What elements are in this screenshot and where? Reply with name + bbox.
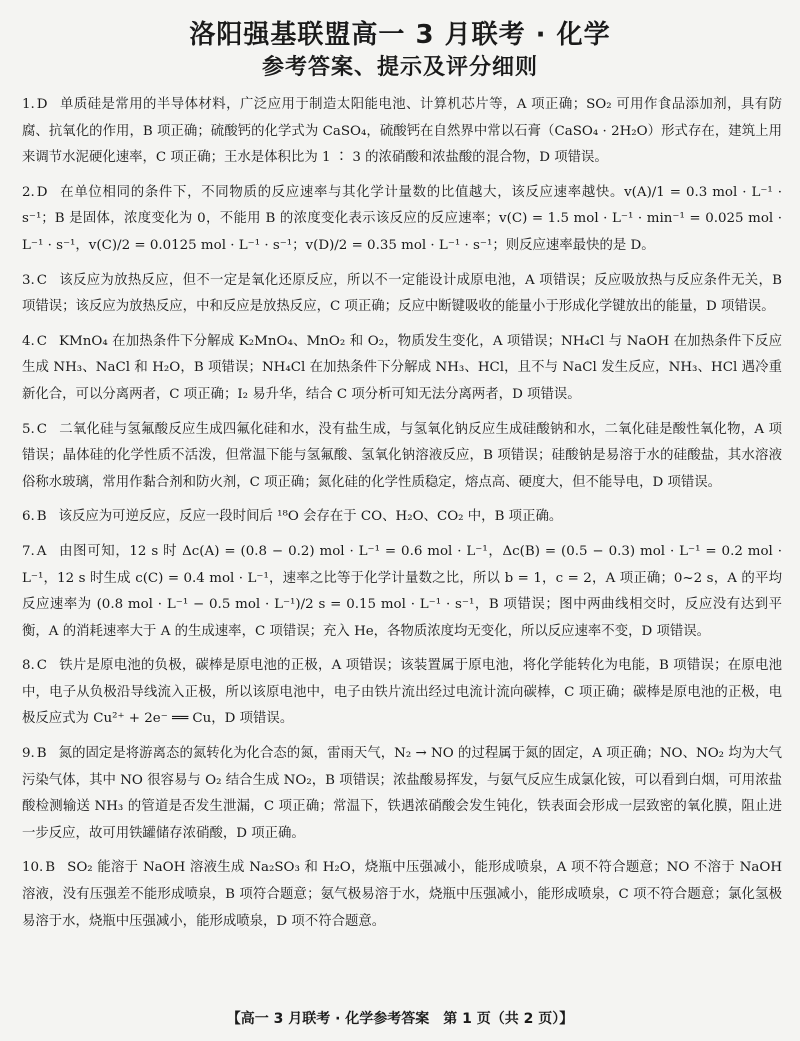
answer-letter: B xyxy=(36,746,47,762)
question-number: 6. xyxy=(22,509,35,525)
explanation-text: 该反应为放热反应，但不一定是氧化还原反应，所以不一定能设计成原电池，A 项错误；反应吸放热与反应条件无关，B 项错误；该反应为放热反应，中和反应是放热反应，C 项正确；反应中断键吸收的能量小于形成化学键放出的能量，D 项错误。 xyxy=(22,272,782,315)
answer-letter: C xyxy=(36,421,48,437)
answer-letter: C xyxy=(36,333,48,349)
explanation-text: KMnO₄ 在加热条件下分解成 K₂MnO₄、MnO₂ 和 O₂，物质发生变化，A 项错误；NH₄Cl 与 NaOH 在加热条件下反应生成 NH₃、NaCl 和 H₂O，B 项错误；NH₄Cl 在加热条件下分解成 NH₃、HCl，且不与 NaCl 发生反应，NH₃、HCl 遇冷重新化合，可以分离两者，C 项正确；I₂ 易升华，结合 C 项分析可知无法分离两者，D 项错误。 xyxy=(22,333,782,402)
answer-item-6 xyxy=(22,504,782,531)
explanation-text: 该反应为可逆反应，反应一段时间后 ¹⁸O 会存在于 CO、H₂O、CO₂ 中，B 项正确。 xyxy=(58,509,563,525)
page-subtitle: 参考答案、提示及评分细则 xyxy=(261,55,538,80)
question-number: 1. xyxy=(22,97,35,112)
question-number: 9. xyxy=(22,746,35,762)
explanation-text: 在单位相同的条件下，不同物质的反应速率与其化学计量数的比值越大，该反应速率越快。v(A)/1 = 0.3 mol · L⁻¹ · s⁻¹；B 是固体，浓度变化为 0，不能用 B 的浓度变化表示该反应的反应速率；v(C) = 1.5 mol · L⁻¹ · min⁻¹ = 0.025 mol · L⁻¹ · s⁻¹，v(C)/2 = 0.0125 mol · L⁻¹ · s⁻¹；v(D)/2 = 0.35 mol · L⁻¹ · s⁻¹；则反应速率最快的是 D。 xyxy=(22,184,782,253)
answer-item-2 xyxy=(22,180,782,260)
answer-letter: D xyxy=(36,97,48,112)
answer-item-10 xyxy=(22,855,782,935)
answer-item-4 xyxy=(22,329,782,409)
question-number: 2. xyxy=(22,184,35,200)
answer-item-8 xyxy=(22,653,782,733)
answer-letter: C xyxy=(36,272,48,288)
question-number: 5. xyxy=(22,421,35,437)
explanation-text: SO₂ 能溶于 NaOH 溶液生成 Na₂SO₃ 和 H₂O，烧瓶中压强减小，能形成喷泉，A 项不符合题意；NO 不溶于 NaOH 溶液，没有压强差不能形成喷泉，B 项符合题意；氨气极易溶于水，烧瓶中压强减小，能形成喷泉，C 项不符合题意；氯化氢极易溶于水，烧瓶中压强减小，能形成喷泉，D 项不符合题意。 xyxy=(22,860,782,929)
question-number: 8. xyxy=(22,658,35,674)
answer-letter: A xyxy=(36,543,47,559)
explanation-text: 铁片是原电池的负极，碳棒是原电池的正极，A 项错误；该装置属于原电池，将化学能转化为电能，B 项错误；在原电池中，电子从负极沿导线流入正极，所以该原电池中，电子由铁片流出经过电流计流向碳棒，C 项正确；碳棒是原电池的正极，电极反应式为 Cu²⁺ + 2e⁻ ══ Cu，D 项错误。 xyxy=(22,658,782,727)
question-number: 10. xyxy=(22,860,44,876)
explanation-text: 氮的固定是将游离态的氮转化为化合态的氮，雷雨天气，N₂ → NO 的过程属于氮的固定，A 项正确；NO、NO₂ 均为大气污染气体，其中 NO 很容易与 O₂ 结合生成 NO₂，B 项错误；浓盐酸易挥发，与氨气反应生成氯化铵，可以看到白烟，可用浓盐酸检测输送 NH₃ 的管道是否发生泄漏，C 项正确；常温下，铁遇浓硝酸会发生钝化，铁表面会形成一层致密的氧化膜，阻止进一步反应，故可用铁罐储存浓硝酸，D 项正确。 xyxy=(22,746,782,841)
page-title: 洛阳强基联盟高一 3 月联考 · 化学 xyxy=(189,20,611,50)
answer-item-1 xyxy=(22,92,782,172)
answer-letter: C xyxy=(36,658,48,674)
answer-item-5 xyxy=(22,417,782,497)
answer-letter: B xyxy=(36,509,47,525)
question-number: 7. xyxy=(22,543,35,559)
page-footer: 【高一 3 月联考 · 化学参考答案 第 1 页（共 2 页）】 xyxy=(226,1011,574,1027)
answer-item-7 xyxy=(22,539,782,645)
answer-letter: B xyxy=(45,860,56,876)
answer-letter: D xyxy=(36,184,48,200)
explanation-text: 二氧化硅与氢氟酸反应生成四氟化硅和水，没有盐生成，与氢氧化钠反应生成硅酸钠和水，二氧化硅是酸性氧化物，A 项错误；晶体硅的化学性质不活泼，但常温下能与氢氟酸、氢氧化钠溶液反应，B 项错误；硅酸钠是易溶于水的硅酸盐，其水溶液俗称水玻璃，常用作黏合剂和防火剂，C 项正确；氮化硅的化学性质稳定，熔点高、硬度大，但不能导电，D 项错误。 xyxy=(22,421,782,490)
question-number: 4. xyxy=(22,333,35,349)
answer-item-9 xyxy=(22,741,782,847)
explanation-text: 由图可知，12 s 时 Δc(A) = (0.8 − 0.2) mol · L⁻¹ = 0.6 mol · L⁻¹，Δc(B) = (0.5 − 0.3) mol · L⁻¹ = 0.2 mol · L⁻¹，12 s 时生成 c(C) = 0.4 mol · L⁻¹，速率之比等于化学计量数之比，所以 b = 1，c = 2，A 项正确；0~2 s，A 的平均反应速率为 (0.8 mol · L⁻¹ − 0.5 mol · L⁻¹)/2 s = 0.15 mol · L⁻¹ · s⁻¹，B 项错误；图中两曲线相交时，反应没有达到平衡，A 的消耗速率大于 A 的生成速率，C 项错误；充入 He，各物质浓度均无变化，所以反应速率不变，D 项错误。 xyxy=(22,543,782,639)
answer-item-3 xyxy=(22,268,782,321)
explanation-text: 单质硅是常用的半导体材料，广泛应用于制造太阳能电池、计算机芯片等，A 项正确；SO₂ 可用作食品添加剂，具有防腐、抗氧化的作用，B 项正确；硫酸钙的化学式为 CaSO₄，硫酸钙在自然界中常以石膏（CaSO₄ · 2H₂O）形式存在，建筑上用来调节水泥硬化速率，C 项正确；王水是体积比为 1 ∶ 3 的浓硝酸和浓盐酸的混合物，D 项错误。 xyxy=(22,97,782,166)
question-number: 3. xyxy=(22,272,35,288)
answer-list xyxy=(22,92,782,943)
